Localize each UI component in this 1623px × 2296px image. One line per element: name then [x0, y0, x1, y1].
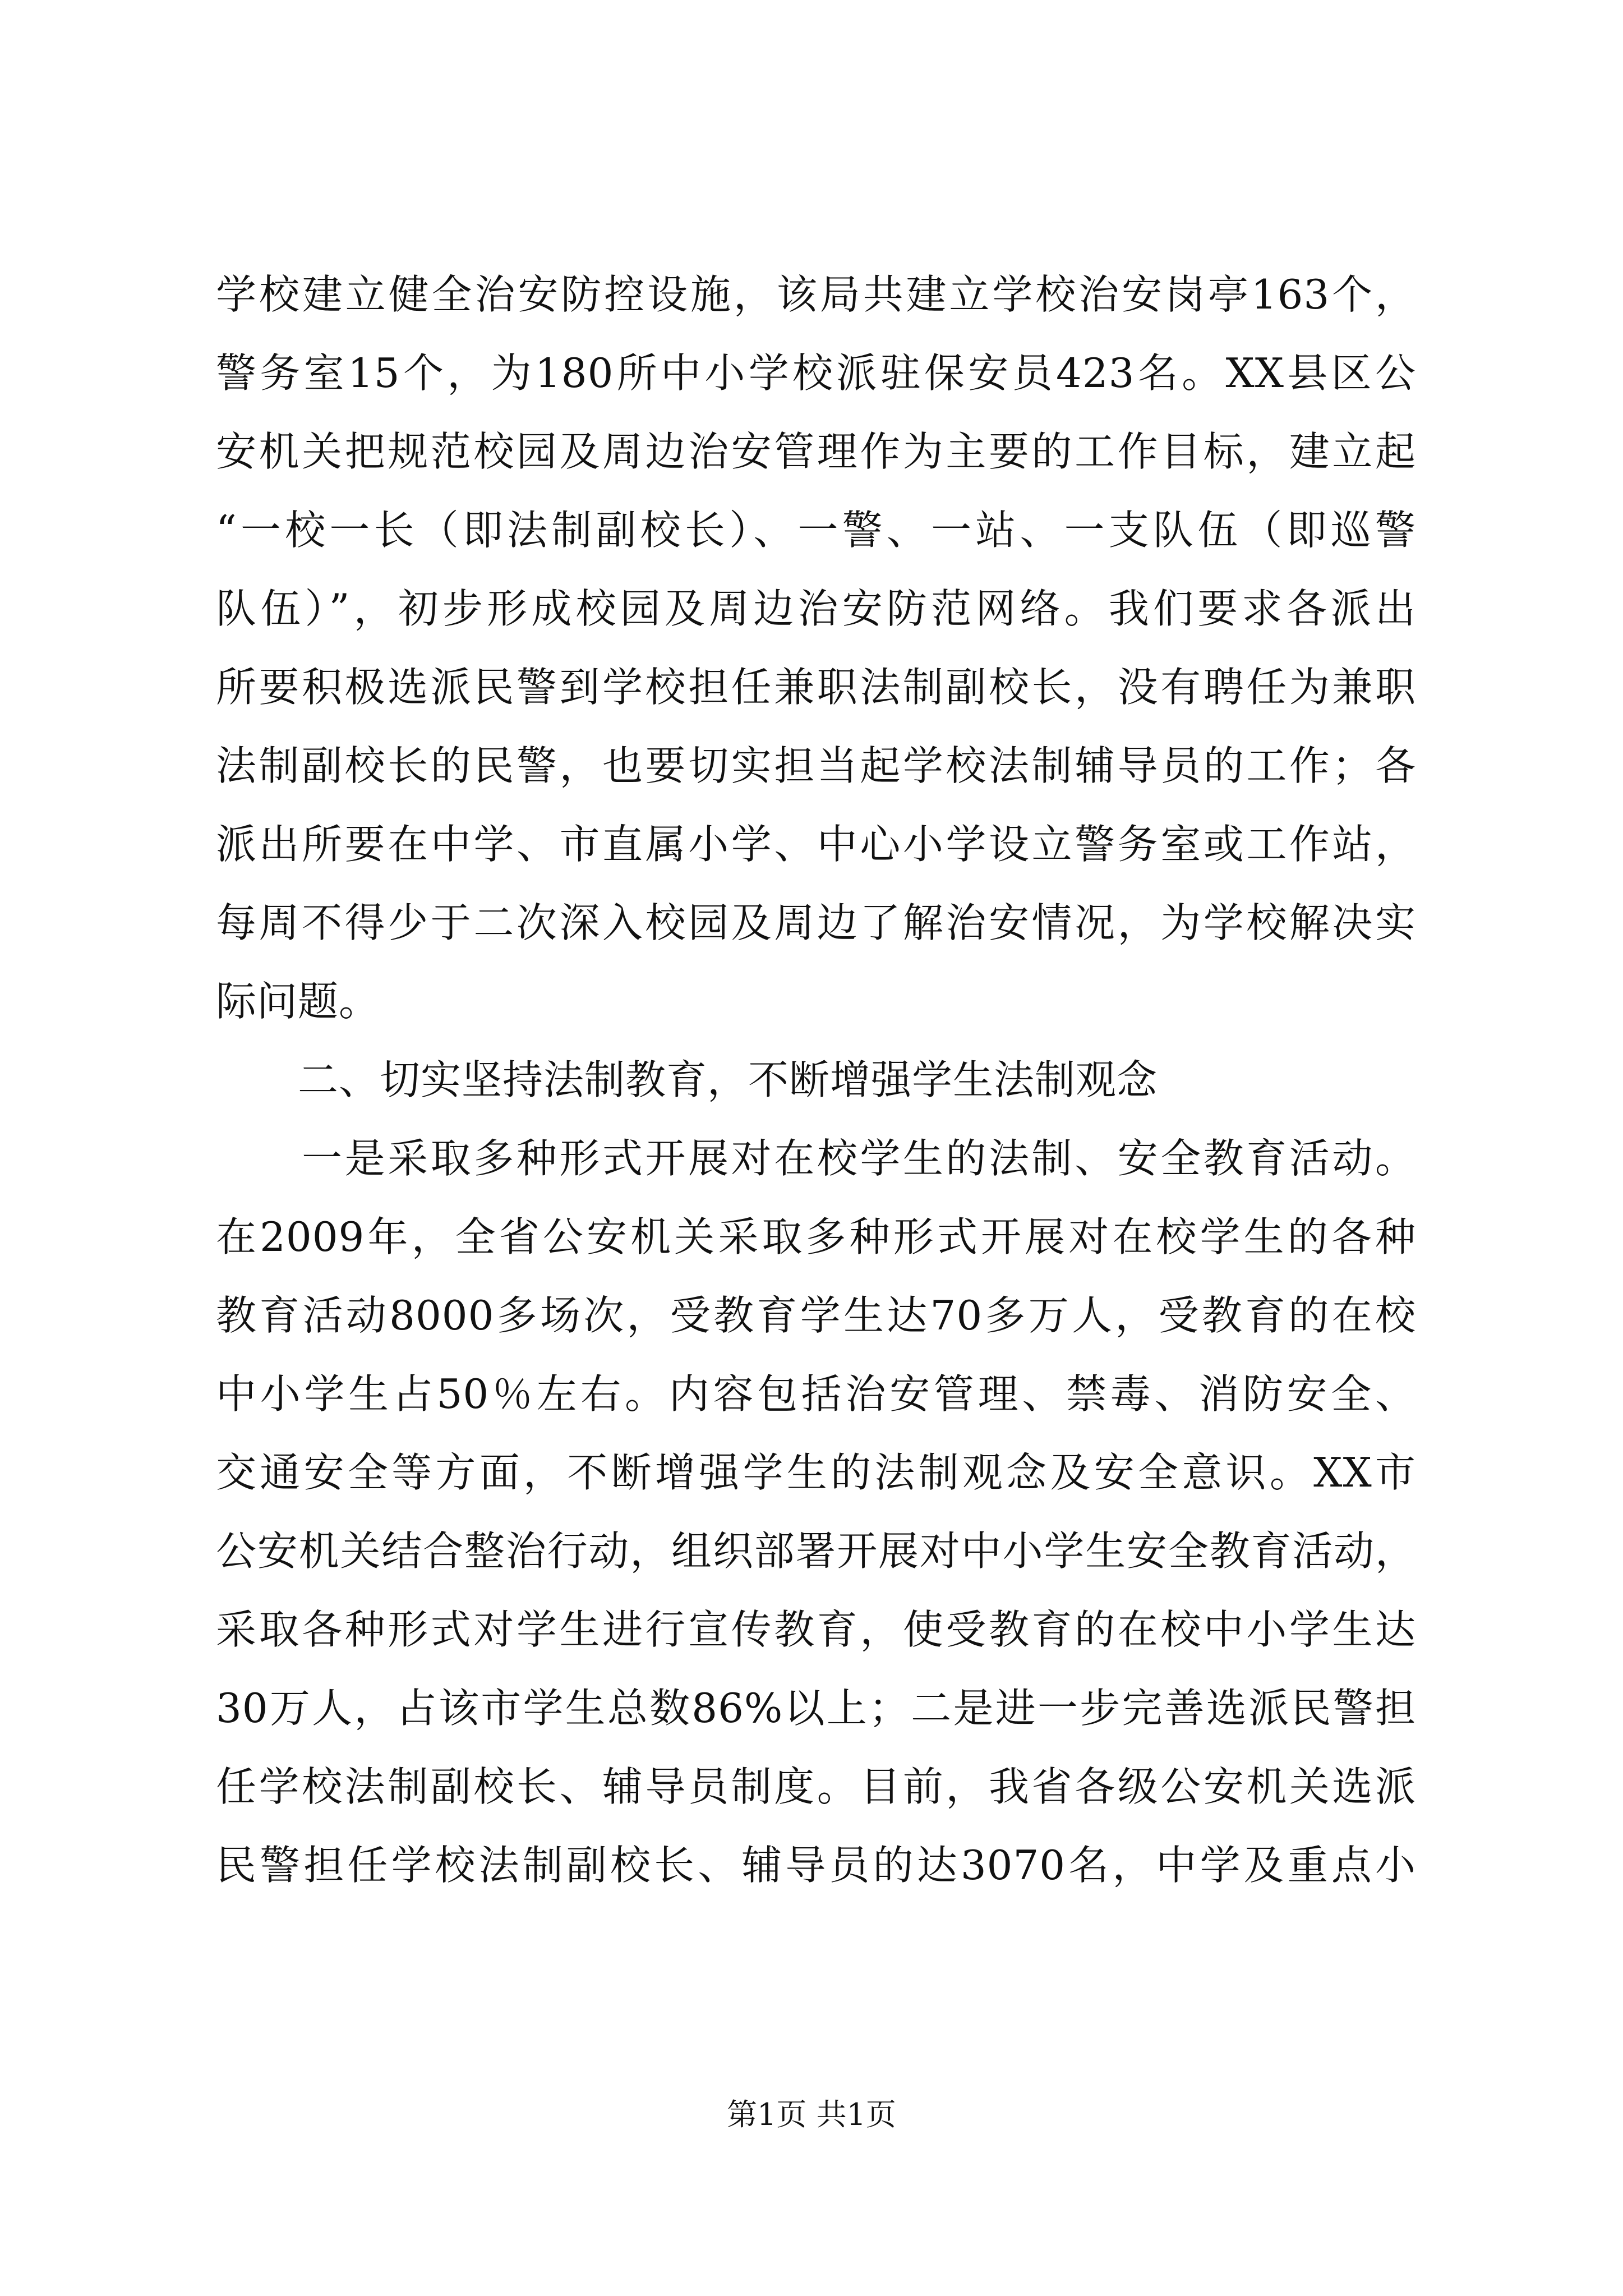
section-heading: 二、切实坚持法制教育，不断增强学生法制观念: [216, 1056, 1158, 1103]
text-line: “一校一长（即法制副校长）、一警、一站、一支队伍（即巡警: [216, 507, 1416, 554]
text-line: 每周不得少于二次深入校园及周边了解治安情况，为学校解决实: [216, 899, 1416, 946]
text-line: 法制副校长的民警，也要切实担当起学校法制辅导员的工作；各: [216, 742, 1416, 789]
text-line: 一是采取多种形式开展对在校学生的法制、安全教育活动。: [216, 1135, 1416, 1182]
text-line: 采取各种形式对学生进行宣传教育，使受教育的在校中小学生达: [216, 1606, 1416, 1653]
text-line: 派出所要在中学、市直属小学、中心小学设立警务室或工作站，: [216, 821, 1416, 868]
text-line: 安机关把规范校园及周边治安管理作为主要的工作目标，建立起: [216, 428, 1416, 475]
text-line: 警务室15个，为180所中小学校派驻保安员423名。XX县区公: [216, 349, 1416, 397]
text-line: 交通安全等方面，不断增强学生的法制观念及安全意识。XX市: [216, 1449, 1416, 1496]
text-line: 公安机关结合整治行动，组织部署开展对中小学生安全教育活动，: [216, 1527, 1416, 1575]
text-line: 民警担任学校法制副校长、辅导员的达3070名，中学及重点小: [216, 1842, 1416, 1889]
page-footer: 第1页 共1页: [727, 2097, 896, 2132]
text-line: 队伍）”，初步形成校园及周边治安防范网络。我们要求各派出: [216, 585, 1416, 632]
text-line: 任学校法制副校长、辅导员制度。目前，我省各级公安机关选派: [216, 1763, 1416, 1810]
text-line: 30万人，占该市学生总数86%以上；二是进一步完善选派民警担: [216, 1685, 1416, 1732]
text-line: 际问题。: [216, 978, 380, 1025]
text-line: 在2009年，全省公安机关采取多种形式开展对在校学生的各种: [216, 1213, 1416, 1260]
text-line: 中小学生占50％左右。内容包括治安管理、禁毒、消防安全、: [216, 1370, 1416, 1418]
text-line: 教育活动8000多场次，受教育学生达70多万人，受教育的在校: [216, 1292, 1416, 1339]
text-line: 学校建立健全治安防控设施，该局共建立学校治安岗亭163个，: [216, 271, 1416, 318]
document-body: [216, 255, 1416, 1904]
text-line: 所要积极选派民警到学校担任兼职法制副校长，没有聘任为兼职: [216, 664, 1416, 711]
